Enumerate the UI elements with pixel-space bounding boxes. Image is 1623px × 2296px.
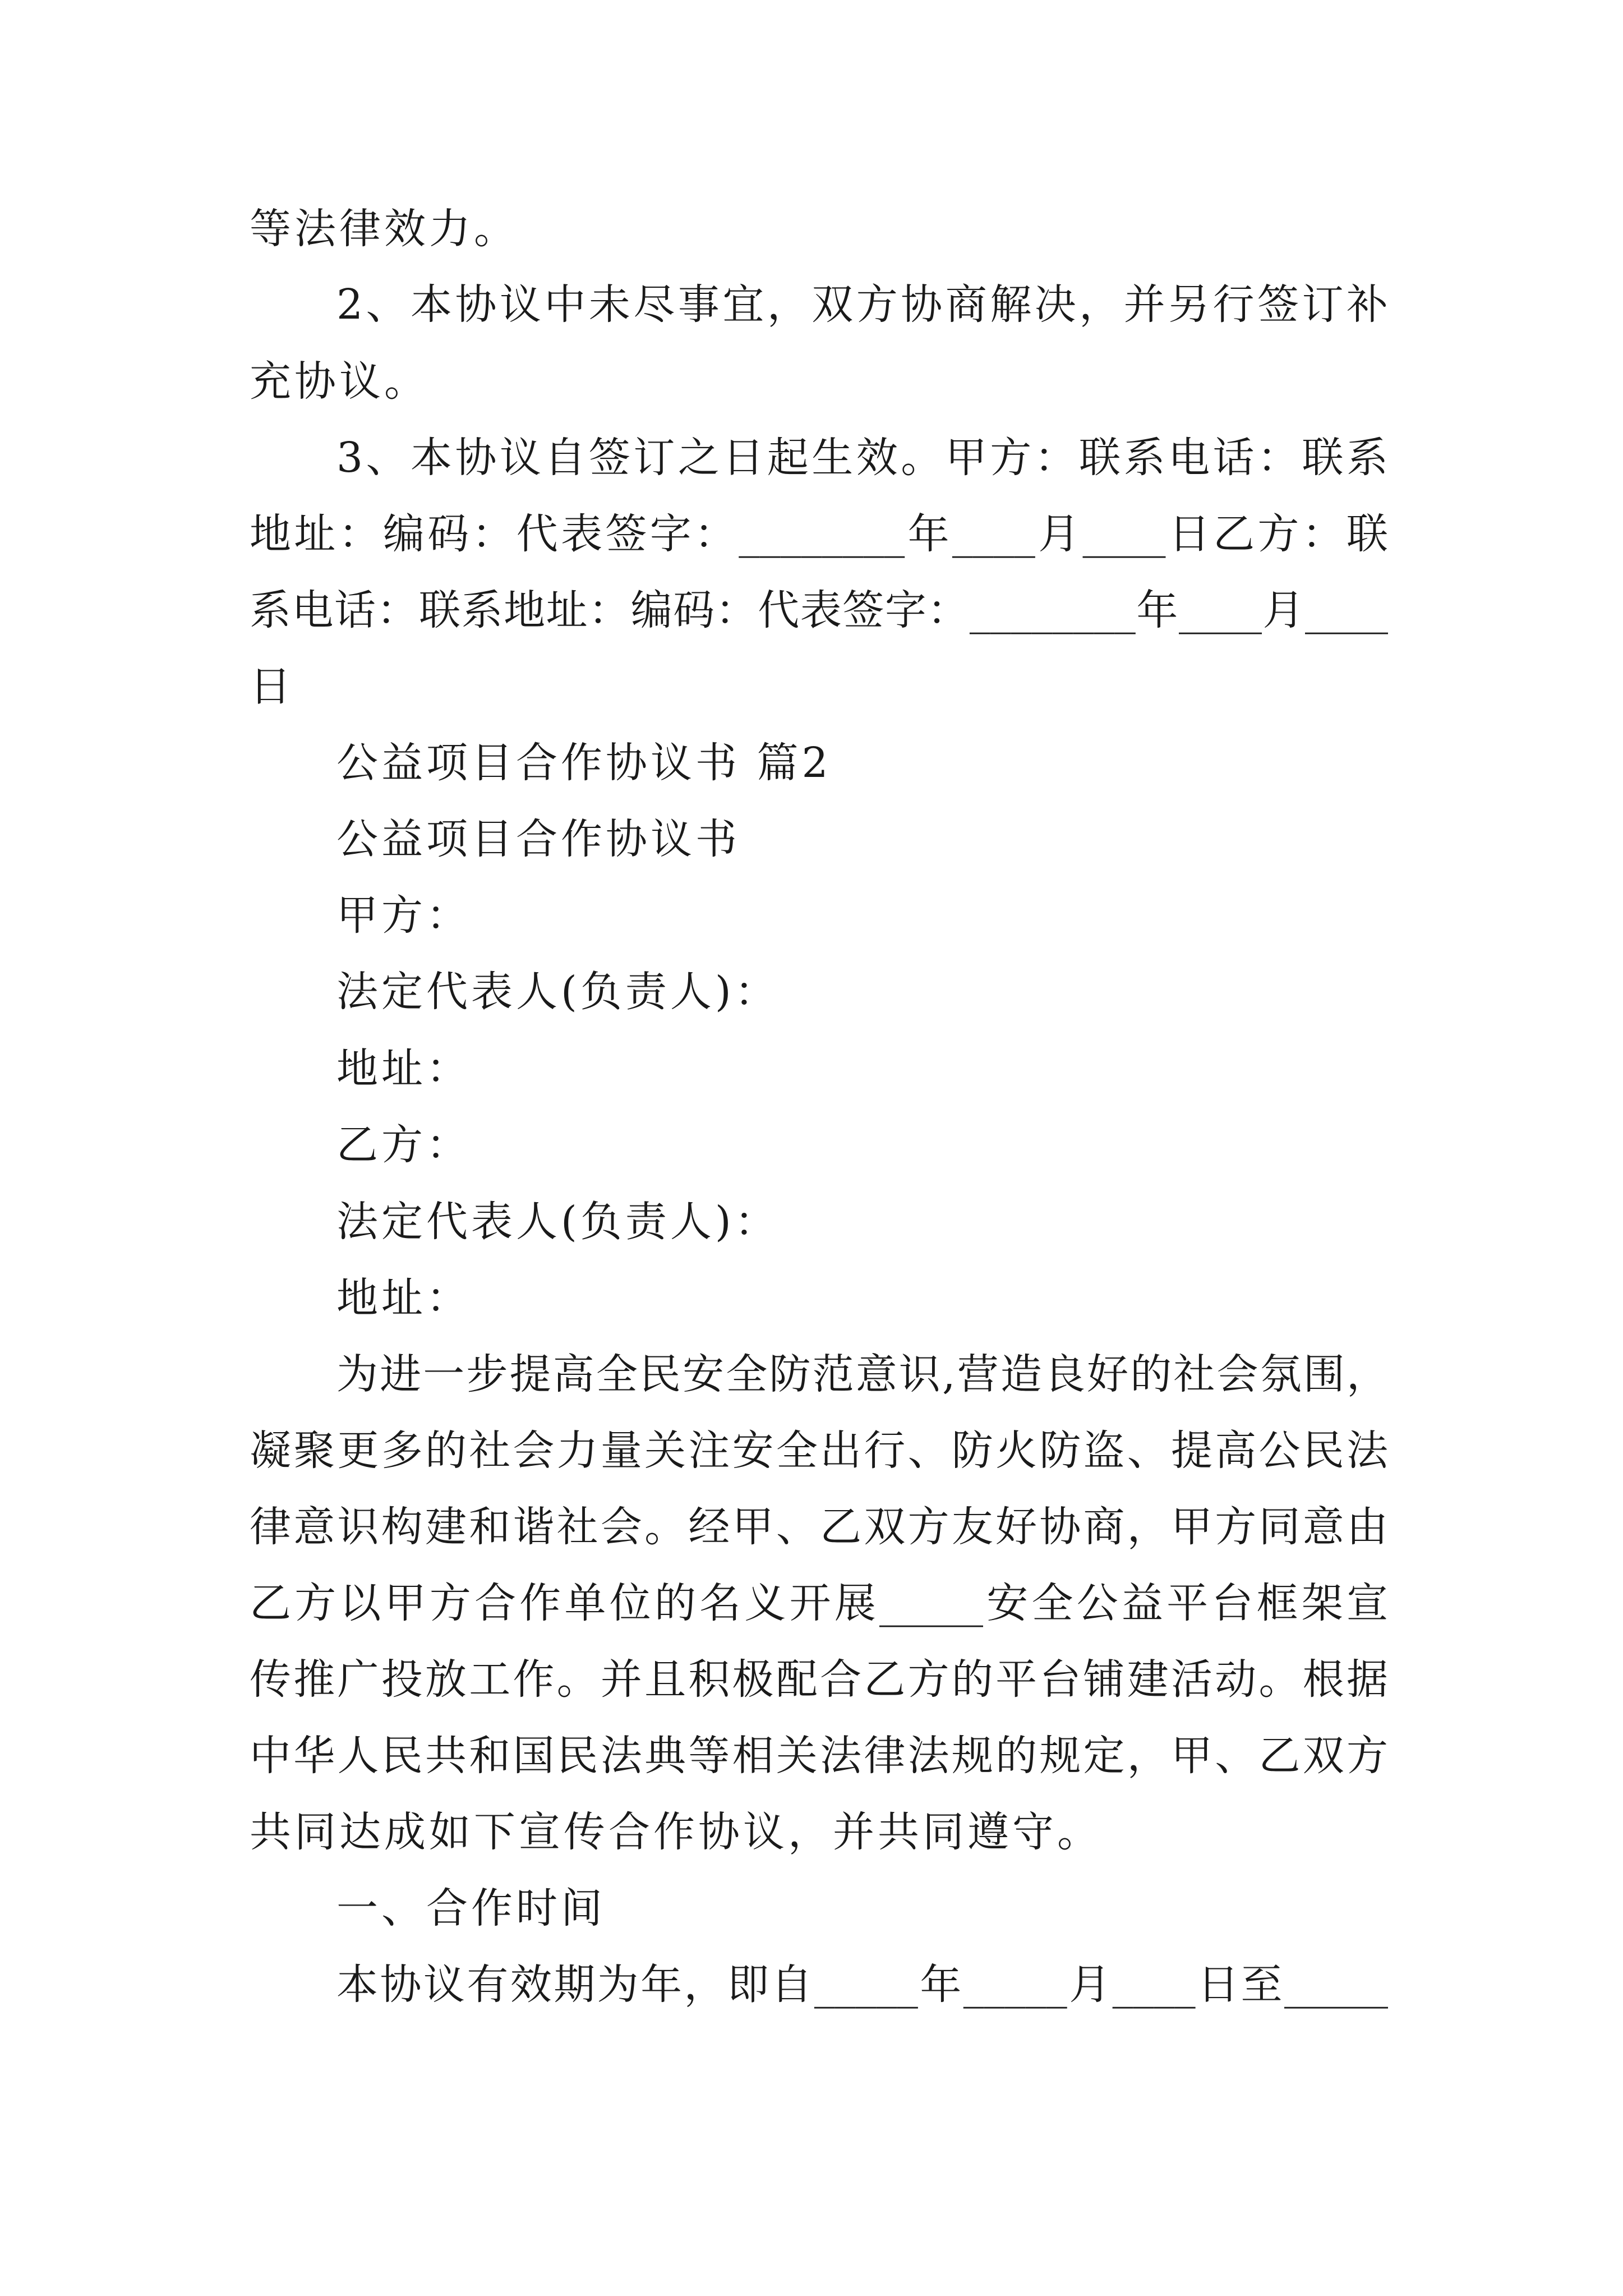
party-a-address-label: 地址： [336,1045,471,1093]
section-heading: 一、合作时间 [336,1884,606,1932]
party-b-representative-label: 法定代表人(负责人)： [336,1198,780,1246]
text-line: 本协议有效期为年，即自_____年_____月____日至_____ [336,1961,1388,2009]
text-line: 3、本协议自签订之日起生效。甲方：联系电话：联系 [336,434,1388,482]
party-b-label: 乙方： [336,1121,471,1169]
text-line: 充协议。 [250,357,429,406]
text-line: 2、本协议中未尽事宜，双方协商解决，并另行签订补 [336,280,1388,329]
text-line: 等法律效力。 [250,205,519,253]
party-b-address-label: 地址： [336,1274,471,1322]
text-line: 日 [250,662,294,711]
section-title: 公益项目合作协议书 篇2 [336,739,832,787]
text-line: 乙方以甲方合作单位的名义开展_____安全公益平台框架宣 [250,1579,1388,1627]
text-line: 地址：编码：代表签字：________年____月____日乙方：联 [250,510,1388,558]
text-line: 中华人民共和国民法典等相关法律法规的规定，甲、乙双方 [250,1732,1388,1780]
text-line: 系电话：联系地址：编码：代表签字：________年____月____ [250,586,1388,634]
text-line: 律意识构建和谐社会。经甲、乙双方友好协商，甲方同意由 [250,1503,1388,1551]
text-line: 传推广投放工作。并且积极配合乙方的平台铺建活动。根据 [250,1655,1388,1704]
text-line: 共同达成如下宣传合作协议，并共同遵守。 [250,1808,1102,1856]
party-a-label: 甲方： [336,891,471,940]
text-line: 凝聚更多的社会力量关注安全出行、防火防盗、提高公民法 [250,1427,1388,1475]
document-title: 公益项目合作协议书 [336,815,740,863]
party-a-representative-label: 法定代表人(负责人)： [336,968,780,1016]
text-line: 为进一步提高全民安全防范意识,营造良好的社会氛围， [336,1350,1388,1398]
